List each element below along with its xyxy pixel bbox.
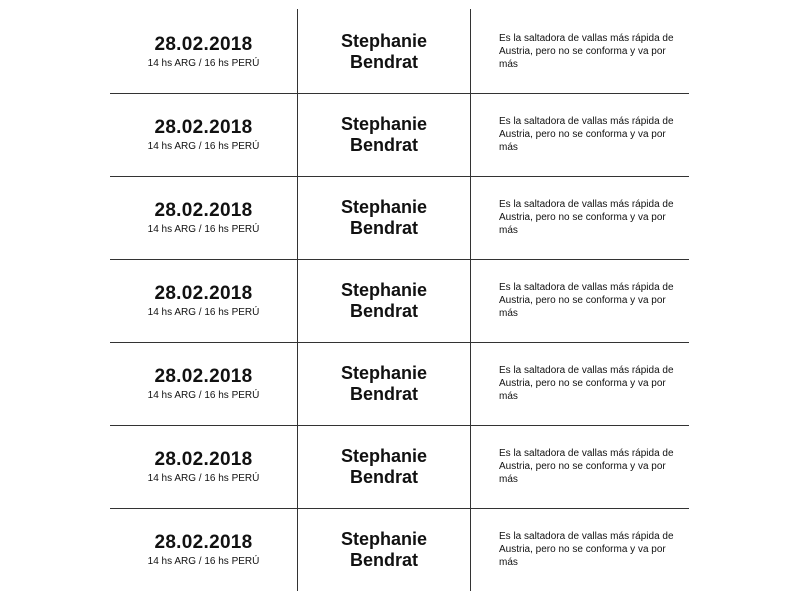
event-time: 14 hs ARG / 16 hs PERÚ xyxy=(147,306,260,318)
athlete-cell xyxy=(298,259,470,342)
description-cell xyxy=(499,259,689,342)
schedule-row xyxy=(110,508,689,591)
athlete-cell xyxy=(298,425,470,508)
event-date: 28.02.2018 xyxy=(154,531,253,553)
athlete-description: Es la saltadora de vallas más rápida de Austria, pero no se conforma y va por más xyxy=(499,199,674,236)
athlete-last-name: Bendrat xyxy=(349,300,418,321)
athlete-description: Es la saltadora de vallas más rápida de Austria, pero no se conforma y va por más xyxy=(499,282,674,319)
schedule-row xyxy=(110,259,689,342)
description-cell xyxy=(499,176,689,259)
event-date: 28.02.2018 xyxy=(154,199,253,221)
schedule-row xyxy=(110,425,689,508)
event-date: 28.02.2018 xyxy=(154,448,253,470)
event-time: 14 hs ARG / 16 hs PERÚ xyxy=(147,57,260,69)
description-cell xyxy=(499,93,689,176)
athlete-cell xyxy=(298,342,470,425)
athlete-first-name: Stephanie xyxy=(340,113,428,134)
athlete-first-name: Stephanie xyxy=(340,279,428,300)
event-time: 14 hs ARG / 16 hs PERÚ xyxy=(147,389,260,401)
athlete-last-name: Bendrat xyxy=(349,466,418,487)
date-cell xyxy=(110,176,297,259)
athlete-last-name: Bendrat xyxy=(349,383,418,404)
date-cell xyxy=(110,425,297,508)
event-date: 28.02.2018 xyxy=(154,116,253,138)
schedule-row xyxy=(110,176,689,259)
athlete-first-name: Stephanie xyxy=(340,445,428,466)
athlete-last-name: Bendrat xyxy=(349,134,418,155)
event-date: 28.02.2018 xyxy=(154,282,253,304)
description-cell xyxy=(499,342,689,425)
athlete-cell xyxy=(298,508,470,591)
athlete-cell xyxy=(298,176,470,259)
event-date: 28.02.2018 xyxy=(154,365,253,387)
date-cell xyxy=(110,259,297,342)
schedule-row xyxy=(110,10,689,93)
athlete-description: Es la saltadora de vallas más rápida de Austria, pero no se conforma y va por más xyxy=(499,365,674,402)
athlete-description: Es la saltadora de vallas más rápida de Austria, pero no se conforma y va por más xyxy=(499,116,674,153)
event-time: 14 hs ARG / 16 hs PERÚ xyxy=(147,472,260,484)
athlete-last-name: Bendrat xyxy=(349,51,418,72)
athlete-description: Es la saltadora de vallas más rápida de Austria, pero no se conforma y va por más xyxy=(499,531,674,568)
athlete-cell xyxy=(298,10,470,93)
athlete-description: Es la saltadora de vallas más rápida de Austria, pero no se conforma y va por más xyxy=(499,448,674,485)
schedule-row xyxy=(110,342,689,425)
date-cell xyxy=(110,342,297,425)
schedule-row xyxy=(110,93,689,176)
description-cell xyxy=(499,425,689,508)
athlete-first-name: Stephanie xyxy=(340,362,428,383)
description-cell xyxy=(499,10,689,93)
description-cell xyxy=(499,508,689,591)
athlete-first-name: Stephanie xyxy=(340,196,428,217)
athlete-first-name: Stephanie xyxy=(340,528,428,549)
athlete-last-name: Bendrat xyxy=(349,549,418,570)
event-time: 14 hs ARG / 16 hs PERÚ xyxy=(147,555,260,567)
date-cell xyxy=(110,93,297,176)
date-cell xyxy=(110,10,297,93)
date-cell xyxy=(110,508,297,591)
event-date: 28.02.2018 xyxy=(154,33,253,55)
athlete-cell xyxy=(298,93,470,176)
athlete-last-name: Bendrat xyxy=(349,217,418,238)
event-time: 14 hs ARG / 16 hs PERÚ xyxy=(147,223,260,235)
athlete-description: Es la saltadora de vallas más rápida de Austria, pero no se conforma y va por más xyxy=(499,33,674,70)
event-time: 14 hs ARG / 16 hs PERÚ xyxy=(147,140,260,152)
athlete-first-name: Stephanie xyxy=(340,30,428,51)
